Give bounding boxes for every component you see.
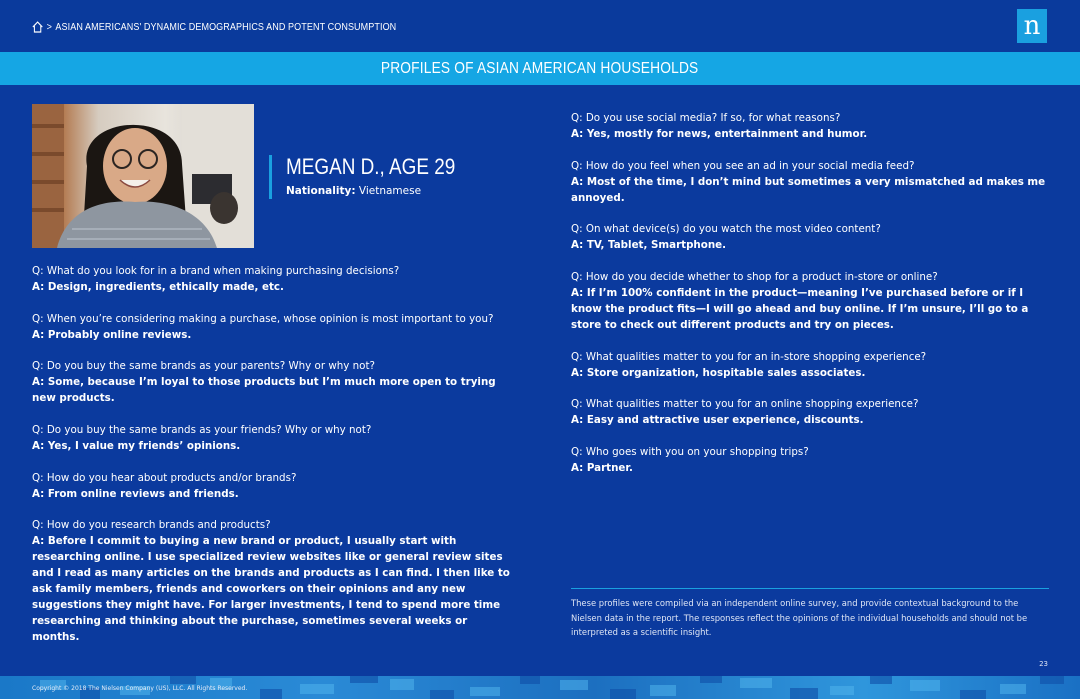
qa-item [32,263,512,295]
qa-item [571,110,1049,142]
answer: A: Yes, mostly for news, entertainment and humor. [571,128,868,140]
copyright: Copyright © 2018 The Nielsen Company (US), LLC. All Rights Reserved. [32,685,248,692]
section-banner [0,52,1080,85]
answer: A: Yes, I value my friends’ opinions. [32,440,241,452]
question: Q: When you’re considering making a purchase, whose opinion is most important to you? [32,313,494,325]
question: Q: What qualities matter to you for an online shopping experience? [571,398,919,410]
nationality-value: Vietnamese [358,185,422,197]
home-icon[interactable] [32,21,43,33]
qa-item [32,311,512,343]
qa-item [32,517,512,645]
answer: A: Partner. [571,462,633,474]
answer: A: If I’m 100% confident in the product—meaning I’ve purchased before or if I know the product fits—I will go ahead and buy online. If I’m unsure, I’ll go to a store to check out different products and try on pieces. [571,287,1029,331]
question: Q: Who goes with you on your shopping trips? [571,446,809,458]
qa-item [32,470,512,502]
page-number: 23 [1039,660,1048,668]
answer: A: Design, ingredients, ethically made, etc. [32,281,284,293]
chevron-right-icon: > [46,21,52,33]
qa-item [571,269,1049,333]
banner-title: PROFILES OF ASIAN AMERICAN HOUSEHOLDS [381,59,699,77]
breadcrumb[interactable] [32,19,396,35]
question: Q: How do you research brands and products? [32,519,271,531]
answer: A: From online reviews and friends. [32,488,239,500]
question: Q: What qualities matter to you for an in-store shopping experience? [571,351,927,363]
answer: A: TV, Tablet, Smartphone. [571,239,727,251]
answer: A: Easy and attractive user experience, discounts. [571,414,864,426]
answer: A: Most of the time, I don’t mind but sometimes a very mismatched ad makes me annoyed. [571,176,1046,204]
question: Q: Do you use social media? If so, for what reasons? [571,112,841,124]
qa-item [571,396,1049,428]
qa-item [571,349,1049,381]
answer: A: Store organization, hospitable sales associates. [571,367,866,379]
question: Q: How do you decide whether to shop for a product in-store or online? [571,271,938,283]
divider [571,588,1049,589]
breadcrumb-label[interactable]: ASIAN AMERICANS' DYNAMIC DEMOGRAPHICS AND POTENT CONSUMPTION [55,21,397,33]
question: Q: How do you hear about products and/or brands? [32,472,297,484]
qa-item [32,422,512,454]
qa-item [32,358,512,406]
question: Q: What do you look for in a brand when making purchasing decisions? [32,265,400,277]
answer: A: Probably online reviews. [32,329,192,341]
question: Q: On what device(s) do you watch the most video content? [571,223,881,235]
top-bar [0,0,1080,52]
question: Q: Do you buy the same brands as your friends? Why or why not? [32,424,372,436]
nationality [286,185,483,197]
qa-item [571,158,1049,206]
disclaimer: These profiles were compiled via an independent online survey, and provide contextual background to the Nielsen data in the report. The responses reflect the opinions of the individual households and should not be interpreted as a scientific insight. [571,598,1028,637]
answer: A: Some, because I’m loyal to those products but I’m much more open to trying new products. [32,376,496,404]
profile-name: MEGAN D., AGE 29 [286,154,456,179]
qa-item [571,444,1049,476]
nationality-label: Nationality: [286,185,356,197]
qa-item [571,221,1049,253]
nielsen-logo: n [1017,9,1047,43]
answer: A: Before I commit to buying a new brand or product, I usually start with researching online. I use specialized review websites like or general review sites and I read as many articles on the brands and products as I can find. I then like to ask family members, friends and coworkers on their opinions and any new suggestions they might have. For larger investments, I tend to spend more time researching and thinking about the purchase, sometimes several weeks or months. [32,535,510,643]
question: Q: Do you buy the same brands as your parents? Why or why not? [32,360,375,372]
profile-header [269,155,483,199]
question: Q: How do you feel when you see an ad in your social media feed? [571,160,915,172]
profile-photo [32,104,254,248]
